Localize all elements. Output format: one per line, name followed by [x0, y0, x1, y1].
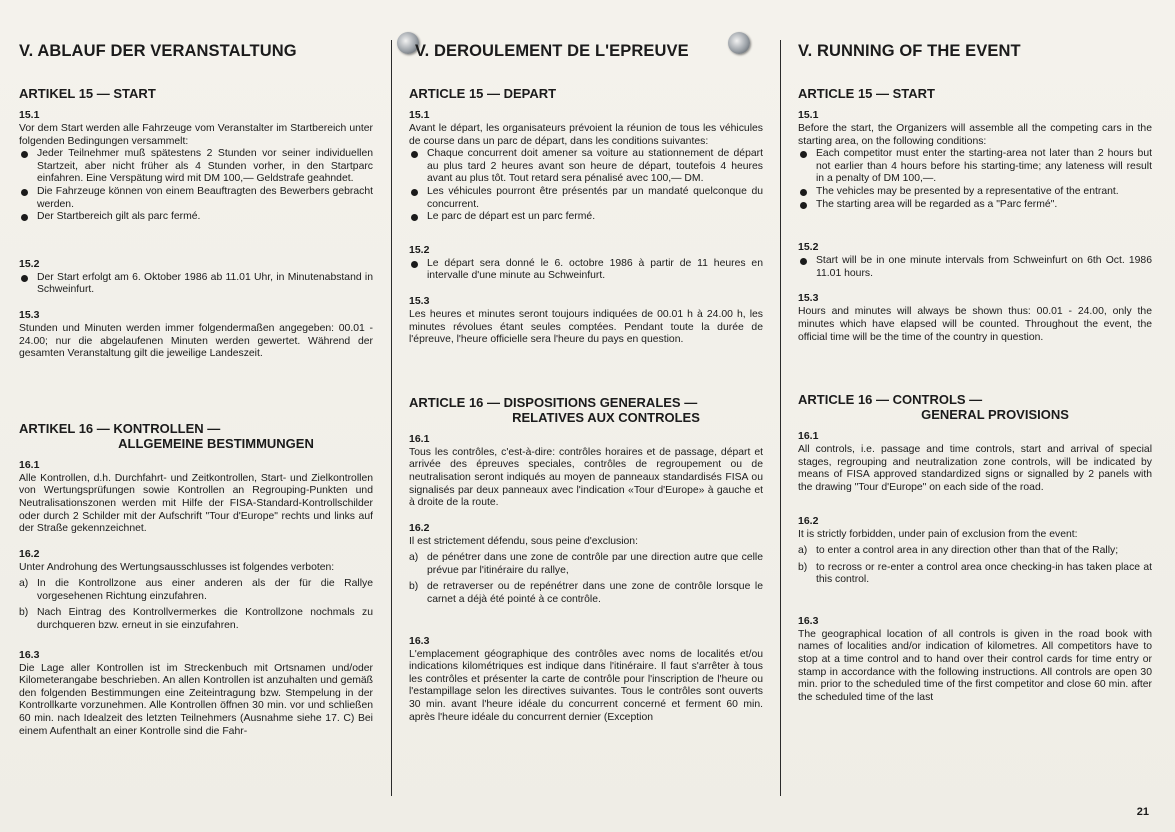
column-divider-right: [780, 40, 781, 796]
section-16-2: 16.2: [798, 514, 819, 527]
paragraph-15-3: Stunden und Minuten werden immer folgendermaßen angegeben: 00.01 - 24.00; nur die abgelaufenen Minuten werden gewertet. Während der gesamten Veranstaltung gilt die jeweilige Landeszeit.: [19, 322, 373, 360]
lettered-list-16-2: [19, 578, 373, 632]
section-15-2: 15.2: [19, 257, 40, 270]
section-16-3: 16.3: [19, 648, 40, 661]
article-15-heading: ARTIKEL 15 — START: [19, 86, 156, 101]
article-16-heading: [19, 421, 373, 451]
bullet-item: Le parc de départ est un parc fermé.: [409, 211, 763, 224]
bullet-item: Chaque concurrent doit amener sa voiture au stationnement de départ au plus tard 2 heures avant son heure de départ, toutefois 4 heures avant au plus tôt. Tout retard sera pénalisé avec 100,— DM.: [409, 148, 763, 186]
list-item: b) Nach Eintrag des Kontrollvermerkes die Kontrollzone nochmals zu durchqueren bzw. erneut in sie einzufahren.: [19, 607, 373, 632]
list-item: b) to recross or re-enter a control area once checking-in has taken place at this control.: [798, 561, 1152, 586]
paragraph-16-1: All controls, i.e. passage and time controls, start and arrival of special stages, regrouping and neutralization zone controls, will be indicated by means of FISA approved standardized signs or signalled by 2 panels with the drawing "Tour d'Europe" on each side of the road.: [798, 444, 1152, 493]
section-15-1: 15.1: [19, 109, 40, 121]
lettered-list-16-2: [409, 552, 763, 606]
section-16-3: 16.3: [409, 634, 430, 647]
article-16-heading: [798, 392, 1152, 422]
section-15-3: 15.3: [409, 294, 430, 307]
paragraph-16-1: Alle Kontrollen, d.h. Durchfahrt- und Zeitkontrollen, Start- und Zielkontrollen von Wertungsprüfungen sowie Kontrollen an Regrouping-Punkten und Neutralisationszonen werden mit Hilfe der FISA-Standard-Kontrollschilder oder durch 2 Schilder mit der Aufschrift "Tour d'Europe" rechts und links auf der Straße gekennzeichnet.: [19, 472, 373, 535]
section-16-1: 16.1: [19, 458, 40, 471]
lettered-list-16-2: [798, 545, 1152, 587]
bullet-list-15-2: [798, 255, 1152, 280]
list-item: a) In die Kontrollzone aus einer anderen als der für die Rallye vorgesehenen Richtung einzufahren.: [19, 578, 373, 602]
section-16-1: 16.1: [409, 432, 430, 445]
bullet-item: Les véhicules pourront être présentés par un mandaté quelconque du concurrent.: [409, 186, 763, 211]
bullet-list-15-1: [409, 148, 763, 224]
article-16-heading-line2: GENERAL PROVISIONS: [921, 407, 1069, 423]
article-16-heading-line1: ARTICLE 16 — DISPOSITIONS GENERALES —: [409, 394, 698, 410]
bullet-item: The vehicles may be presented by a representative of the entrant.: [798, 186, 1152, 199]
section-16-3: 16.3: [798, 614, 819, 627]
bullet-list-15-1: [19, 148, 373, 224]
paragraph-16-3: The geographical location of all controls is given in the road book with names of localities and/or indication of kilometres. All competitors have to stop at a time control and to hand over their control cards for time entry or stamp in accordance with the following instructions. All controls are open 30 min. prior to the scheduled time of the first competitor and close 60 min. after the scheduled time of the last: [798, 628, 1152, 703]
article-16-heading-line1: ARTICLE 16 — CONTROLS —: [798, 392, 983, 408]
section-15-3: 15.3: [19, 308, 40, 321]
section-title-german: V. ABLAUF DER VERANSTALTUNG: [19, 42, 297, 60]
bullet-list-15-2: [409, 258, 763, 283]
paragraph-15-1: Vor dem Start werden alle Fahrzeuge vom Veranstalter im Startbereich unter folgenden Bedingungen versammelt:: [19, 123, 373, 147]
page-number: 21: [1136, 806, 1149, 818]
paragraph-15-3: Les heures et minutes seront toujours indiquées de 00.01 h à 24.00 h, les minutes révolues étant seules comptées. Pendant toute la durée de l'épreuve, l'heure officielle sera l'heure du pays en question.: [409, 308, 763, 346]
paragraph-16-3: Die Lage aller Kontrollen ist im Streckenbuch mit Ortsnamen und/oder Kilometerangabe beschrieben. An allen Kontrollen ist anzuhalten und gemäß den folgenden Bestimmungen eine Zeiteintragung bzw. Stempelung in der Kontrollkarte vorzunehmen. Alle Kontrollen öffnen 30 min. vor und schließen 60 min. nach Idealzeit des letzten Teilnehmers (Ausnahme siehe 17. C) Bei einem Aufenthalt an einer Kontrolle sind die Fahr-: [19, 662, 373, 737]
bullet-item: Der Start erfolgt am 6. Oktober 1986 ab 11.01 Uhr, in Minutenabstand in Schweinfurt.: [19, 272, 373, 297]
section-15-3: 15.3: [798, 292, 819, 305]
column-german: [19, 42, 373, 802]
bullet-item: Each competitor must enter the starting-area not later than 2 hours but not earlier than 4 hours before his starting-time; any lateness will result in a penalty of DM 100,—.: [798, 148, 1152, 186]
paragraph-15-1: Avant le départ, les organisateurs prévoient la réunion de tous les véhicules de course dans un parc de départ, dans les conditions suivantes:: [409, 123, 763, 147]
paragraph-15-3: Hours and minutes will always be shown thus: 00.01 - 24.00, only the minutes which have elapsed will be counted. Throughout the event, the official time will be the time of the country in question.: [798, 306, 1152, 343]
paragraph-16-2: It is strictly forbidden, under pain of exclusion from the event:: [798, 528, 1078, 540]
paragraph-15-1: Before the start, the Organizers will assemble all the competing cars in the starting area, on the following conditions:: [798, 123, 1152, 147]
bullet-item: Le départ sera donné le 6. octobre 1986 à partir de 11 heures en intervalle d'une minute au Schweinfurt.: [409, 258, 763, 283]
bullet-item: The starting area will be regarded as a "Parc fermé".: [798, 199, 1152, 212]
section-16-2: 16.2: [19, 547, 40, 560]
paragraph-16-3: L'emplacement géographique des contrôles avec noms de localités et/ou indications kilométriques est indique dans l'itinéraire. Il faut s'arrêter à tous les contrôles et présenter la carte de contrôle pour l'inscription de l'heure ou l'estampillage selon les directives suivantes. Tous le contrôles sont ouverts 30 min. avant l'heure idéale du concurrent concerné et ferment 60 min. après l'heure idéale du concurrent dernier (Exception: [409, 648, 763, 723]
article-16-heading: [409, 395, 763, 425]
list-item: a) de pénétrer dans une zone de contrôle par une direction autre que celle prévue par l'itinéraire du rallye,: [409, 552, 763, 576]
column-divider-left: [391, 40, 392, 796]
paragraph-16-1: Tous les contrôles, c'est-à-dire: contrôles horaires et de passage, départ et arrivée des épreuves speciales, contrôles de regroupement ou de neutralisation seront indiqués au moyen de panneaux standardisés FISA ou signalisés par deux panneaux avec l'indication «Tour d'Europe» à gauche et à droite de la route.: [409, 446, 763, 509]
article-16-heading-line2: ALLGEMEINE BESTIMMUNGEN: [118, 435, 314, 451]
section-15-1: 15.1: [409, 109, 430, 121]
column-english: [798, 42, 1152, 802]
list-item: a) to enter a control area in any direction other than that of the Rally;: [798, 545, 1119, 557]
bullet-item: Jeder Teilnehmer muß spätestens 2 Stunden vor seiner individuellen Startzeit, aber nicht früher als 4 Stunden vorher, in den Startparc einfahren. Eine Verspätung wird mit DM 100,— Geldstrafe geahndet.: [19, 148, 373, 186]
section-title-english: V. RUNNING OF THE EVENT: [798, 42, 1021, 60]
article-15-heading: ARTICLE 15 — DEPART: [409, 86, 557, 101]
article-16-heading-line1: ARTIKEL 16 — KONTROLLEN —: [19, 420, 221, 436]
section-title-french: V. DEROULEMENT DE L'EPREUVE: [415, 42, 689, 60]
section-15-2: 15.2: [409, 243, 430, 256]
article-16-heading-line2: RELATIVES AUX CONTROLES: [512, 409, 700, 425]
bullet-list-15-2: [19, 272, 373, 297]
paragraph-16-2: Unter Androhung des Wertungsausschlusses ist folgendes verboten:: [19, 561, 335, 573]
paragraph-16-2: Il est strictement défendu, sous peine d'exclusion:: [409, 535, 638, 547]
bullet-item: Der Startbereich gilt als parc fermé.: [19, 211, 373, 224]
section-15-2: 15.2: [798, 241, 819, 254]
column-french: [409, 42, 763, 802]
bullet-item: Start will be in one minute intervals from Schweinfurt on 6th Oct. 1986 11.01 hours.: [798, 255, 1152, 280]
section-16-1: 16.1: [798, 430, 819, 443]
section-15-1: 15.1: [798, 109, 819, 121]
article-15-heading: ARTICLE 15 — START: [798, 86, 935, 101]
section-16-2: 16.2: [409, 521, 430, 534]
bullet-item: Die Fahrzeuge können von einem Beauftragten des Bewerbers gebracht werden.: [19, 186, 373, 211]
bullet-list-15-1: [798, 148, 1152, 211]
list-item: b) de retraverser ou de repénétrer dans une zone de contrôle lorsque le carnet a déjà été pointé à ce contrôle.: [409, 581, 763, 606]
